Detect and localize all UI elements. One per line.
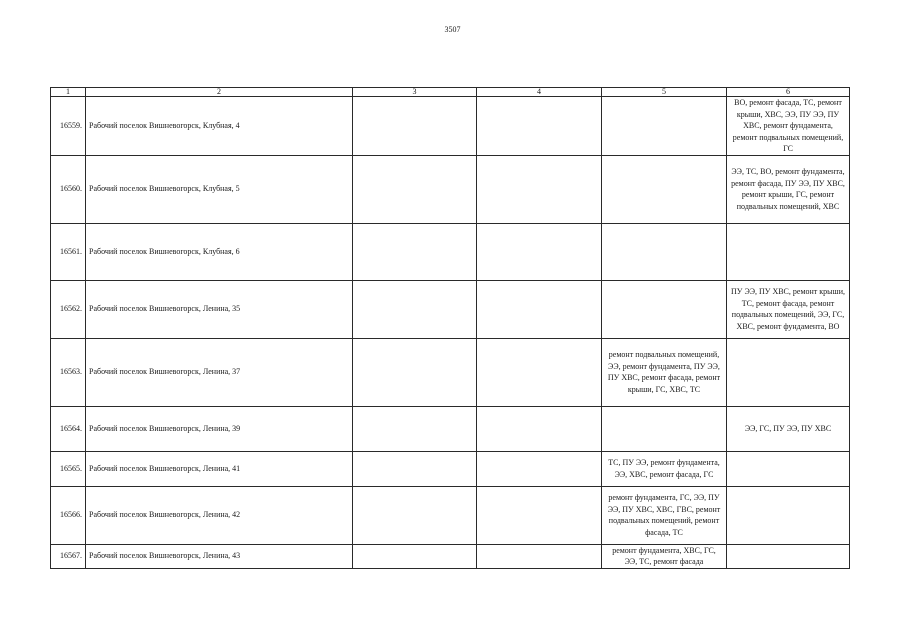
row-address: Рабочий поселок Вишневогорск, Ленина, 37 bbox=[86, 338, 353, 406]
column-header: 6 bbox=[727, 88, 850, 97]
row-number: 16561. bbox=[51, 223, 86, 280]
row-cell-5: ремонт фундамента, ГС, ЭЭ, ПУ ЭЭ, ПУ ХВС, ХВС, ГВС, ремонт подвальных помещений, ремонт фасада, ТС bbox=[602, 486, 727, 544]
row-cell-3 bbox=[353, 280, 477, 338]
row-address: Рабочий поселок Вишневогорск, Ленина, 43 bbox=[86, 544, 353, 568]
row-cell-4 bbox=[477, 338, 602, 406]
row-cell-6 bbox=[727, 451, 850, 486]
row-cell-4 bbox=[477, 486, 602, 544]
table-row bbox=[51, 486, 850, 544]
table-header-row bbox=[51, 88, 850, 97]
row-cell-5 bbox=[602, 97, 727, 156]
row-cell-5 bbox=[602, 223, 727, 280]
row-address: Рабочий поселок Вишневогорск, Ленина, 42 bbox=[86, 486, 353, 544]
row-address: Рабочий поселок Вишневогорск, Ленина, 39 bbox=[86, 406, 353, 451]
row-cell-3 bbox=[353, 544, 477, 568]
row-number: 16560. bbox=[51, 155, 86, 223]
row-cell-3 bbox=[353, 97, 477, 156]
column-header: 4 bbox=[477, 88, 602, 97]
row-cell-6: ПУ ЭЭ, ПУ ХВС, ремонт крыши, ТС, ремонт фасада, ремонт подвальных помещений, ЭЭ, ГС, ХВС, ремонт фундамента, ВО bbox=[727, 280, 850, 338]
row-cell-3 bbox=[353, 451, 477, 486]
row-cell-6: ВО, ремонт фасада, ТС, ремонт крыши, ХВС, ЭЭ, ПУ ЭЭ, ПУ ХВС, ремонт фундамента, ремонт подвальных помещений, ГС bbox=[727, 97, 850, 156]
row-cell-3 bbox=[353, 406, 477, 451]
row-address: Рабочий поселок Вишневогорск, Ленина, 41 bbox=[86, 451, 353, 486]
row-cell-4 bbox=[477, 223, 602, 280]
table-row bbox=[51, 223, 850, 280]
row-cell-6: ЭЭ, ГС, ПУ ЭЭ, ПУ ХВС bbox=[727, 406, 850, 451]
column-header: 1 bbox=[51, 88, 86, 97]
row-cell-4 bbox=[477, 97, 602, 156]
row-cell-4 bbox=[477, 280, 602, 338]
row-cell-5: ремонт подвальных помещений, ЭЭ, ремонт фундамента, ПУ ЭЭ, ПУ ХВС, ремонт фасада, ремонт крыши, ГС, ХВС, ТС bbox=[602, 338, 727, 406]
row-number: 16567. bbox=[51, 544, 86, 568]
table-row bbox=[51, 451, 850, 486]
row-address: Рабочий поселок Вишневогорск, Клубная, 4 bbox=[86, 97, 353, 156]
row-cell-6 bbox=[727, 338, 850, 406]
row-number: 16565. bbox=[51, 451, 86, 486]
row-cell-5: ТС, ПУ ЭЭ, ремонт фундамента, ЭЭ, ХВС, ремонт фасада, ГС bbox=[602, 451, 727, 486]
row-number: 16563. bbox=[51, 338, 86, 406]
table-row bbox=[51, 280, 850, 338]
row-address: Рабочий поселок Вишневогорск, Ленина, 35 bbox=[86, 280, 353, 338]
row-number: 16566. bbox=[51, 486, 86, 544]
column-header: 2 bbox=[86, 88, 353, 97]
row-address: Рабочий поселок Вишневогорск, Клубная, 6 bbox=[86, 223, 353, 280]
row-cell-5 bbox=[602, 280, 727, 338]
row-number: 16559. bbox=[51, 97, 86, 156]
table-row bbox=[51, 544, 850, 568]
row-cell-4 bbox=[477, 544, 602, 568]
row-cell-6: ЭЭ, ТС, ВО, ремонт фундамента, ремонт фасада, ПУ ЭЭ, ПУ ХВС, ремонт крыши, ГС, ремонт подвальных помещений, ХВС bbox=[727, 155, 850, 223]
row-cell-4 bbox=[477, 155, 602, 223]
row-cell-6 bbox=[727, 223, 850, 280]
column-header: 5 bbox=[602, 88, 727, 97]
row-cell-5 bbox=[602, 406, 727, 451]
row-cell-6 bbox=[727, 544, 850, 568]
row-number: 16564. bbox=[51, 406, 86, 451]
row-cell-5: ремонт фундамента, ХВС, ГС, ЭЭ, ТС, ремонт фасада bbox=[602, 544, 727, 568]
page-number: 3507 bbox=[444, 25, 461, 34]
works-registry-table bbox=[50, 87, 850, 569]
row-cell-5 bbox=[602, 155, 727, 223]
row-cell-3 bbox=[353, 223, 477, 280]
table-row bbox=[51, 155, 850, 223]
table-row bbox=[51, 406, 850, 451]
column-header: 3 bbox=[353, 88, 477, 97]
row-cell-6 bbox=[727, 486, 850, 544]
row-number: 16562. bbox=[51, 280, 86, 338]
row-cell-3 bbox=[353, 486, 477, 544]
row-cell-3 bbox=[353, 155, 477, 223]
table-row bbox=[51, 97, 850, 156]
row-cell-3 bbox=[353, 338, 477, 406]
table-row bbox=[51, 338, 850, 406]
row-address: Рабочий поселок Вишневогорск, Клубная, 5 bbox=[86, 155, 353, 223]
row-cell-4 bbox=[477, 406, 602, 451]
row-cell-4 bbox=[477, 451, 602, 486]
